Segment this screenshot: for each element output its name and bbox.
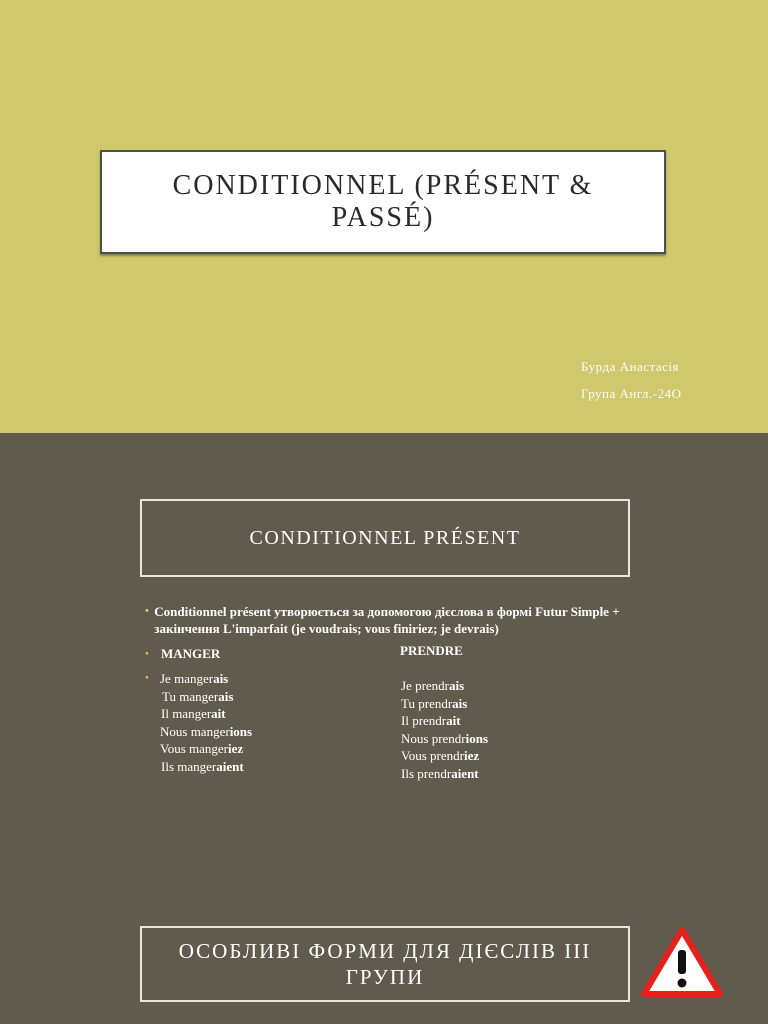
conjugation-line: Je prendrais <box>401 678 465 693</box>
special-forms-heading: ОСОБЛИВІ ФОРМИ ДЛЯ ДІЄСЛІВ ІІІ ГРУПИ <box>178 939 592 989</box>
conjugation-line: Vous prendriez <box>401 748 480 764</box>
conjugation-line: Ils prendraient <box>401 765 479 781</box>
section-heading: CONDITIONNEL PRÉSENT <box>249 526 521 549</box>
right-verb-label: PRENDRE <box>400 643 463 658</box>
conjugation-line: Ils mangeraient <box>161 758 244 774</box>
right-conjugation-list <box>401 677 488 783</box>
intro-text: Conditionnel présent утворюється за допомогою дієслова в формі Futur Simple + закінчення L'imparfait (je voudrais; vous finiriez; je devrais) <box>154 604 620 636</box>
left-conjugation-list <box>160 670 252 776</box>
slide-title: CONDITIONNEL (PRÉSENT & PASSÉ) <box>172 170 594 233</box>
conjugation-line: Il mangerait <box>161 706 226 722</box>
conjugation-line: Vous mangeriez <box>160 741 244 757</box>
conjugation-line: Tu mangerais <box>162 688 234 704</box>
warning-triangle-icon <box>641 926 723 998</box>
left-verb-label: MANGER <box>161 646 221 661</box>
intro-bullet <box>145 603 625 637</box>
author-name: Бурда Анастасія <box>581 359 679 374</box>
bullet-dot-icon: • <box>145 672 149 684</box>
bullet-dot-icon: • <box>145 648 149 660</box>
conjugation-line: Je mangerais <box>160 671 229 686</box>
conjugation-line: Nous mangerions <box>160 723 253 739</box>
special-forms-heading-box <box>140 926 630 1002</box>
section-heading-box <box>140 499 630 577</box>
conjugation-line: Il prendrait <box>401 713 461 729</box>
left-forms-bullet <box>145 670 161 687</box>
conjugation-line: Nous prendrions <box>401 730 489 746</box>
conjugation-line: Tu prendrais <box>401 695 468 711</box>
title-box <box>100 150 666 254</box>
bullet-dot-icon: • <box>145 605 149 617</box>
author-group: Група Англ.-24О <box>581 386 682 401</box>
left-verb-bullet <box>145 646 220 663</box>
